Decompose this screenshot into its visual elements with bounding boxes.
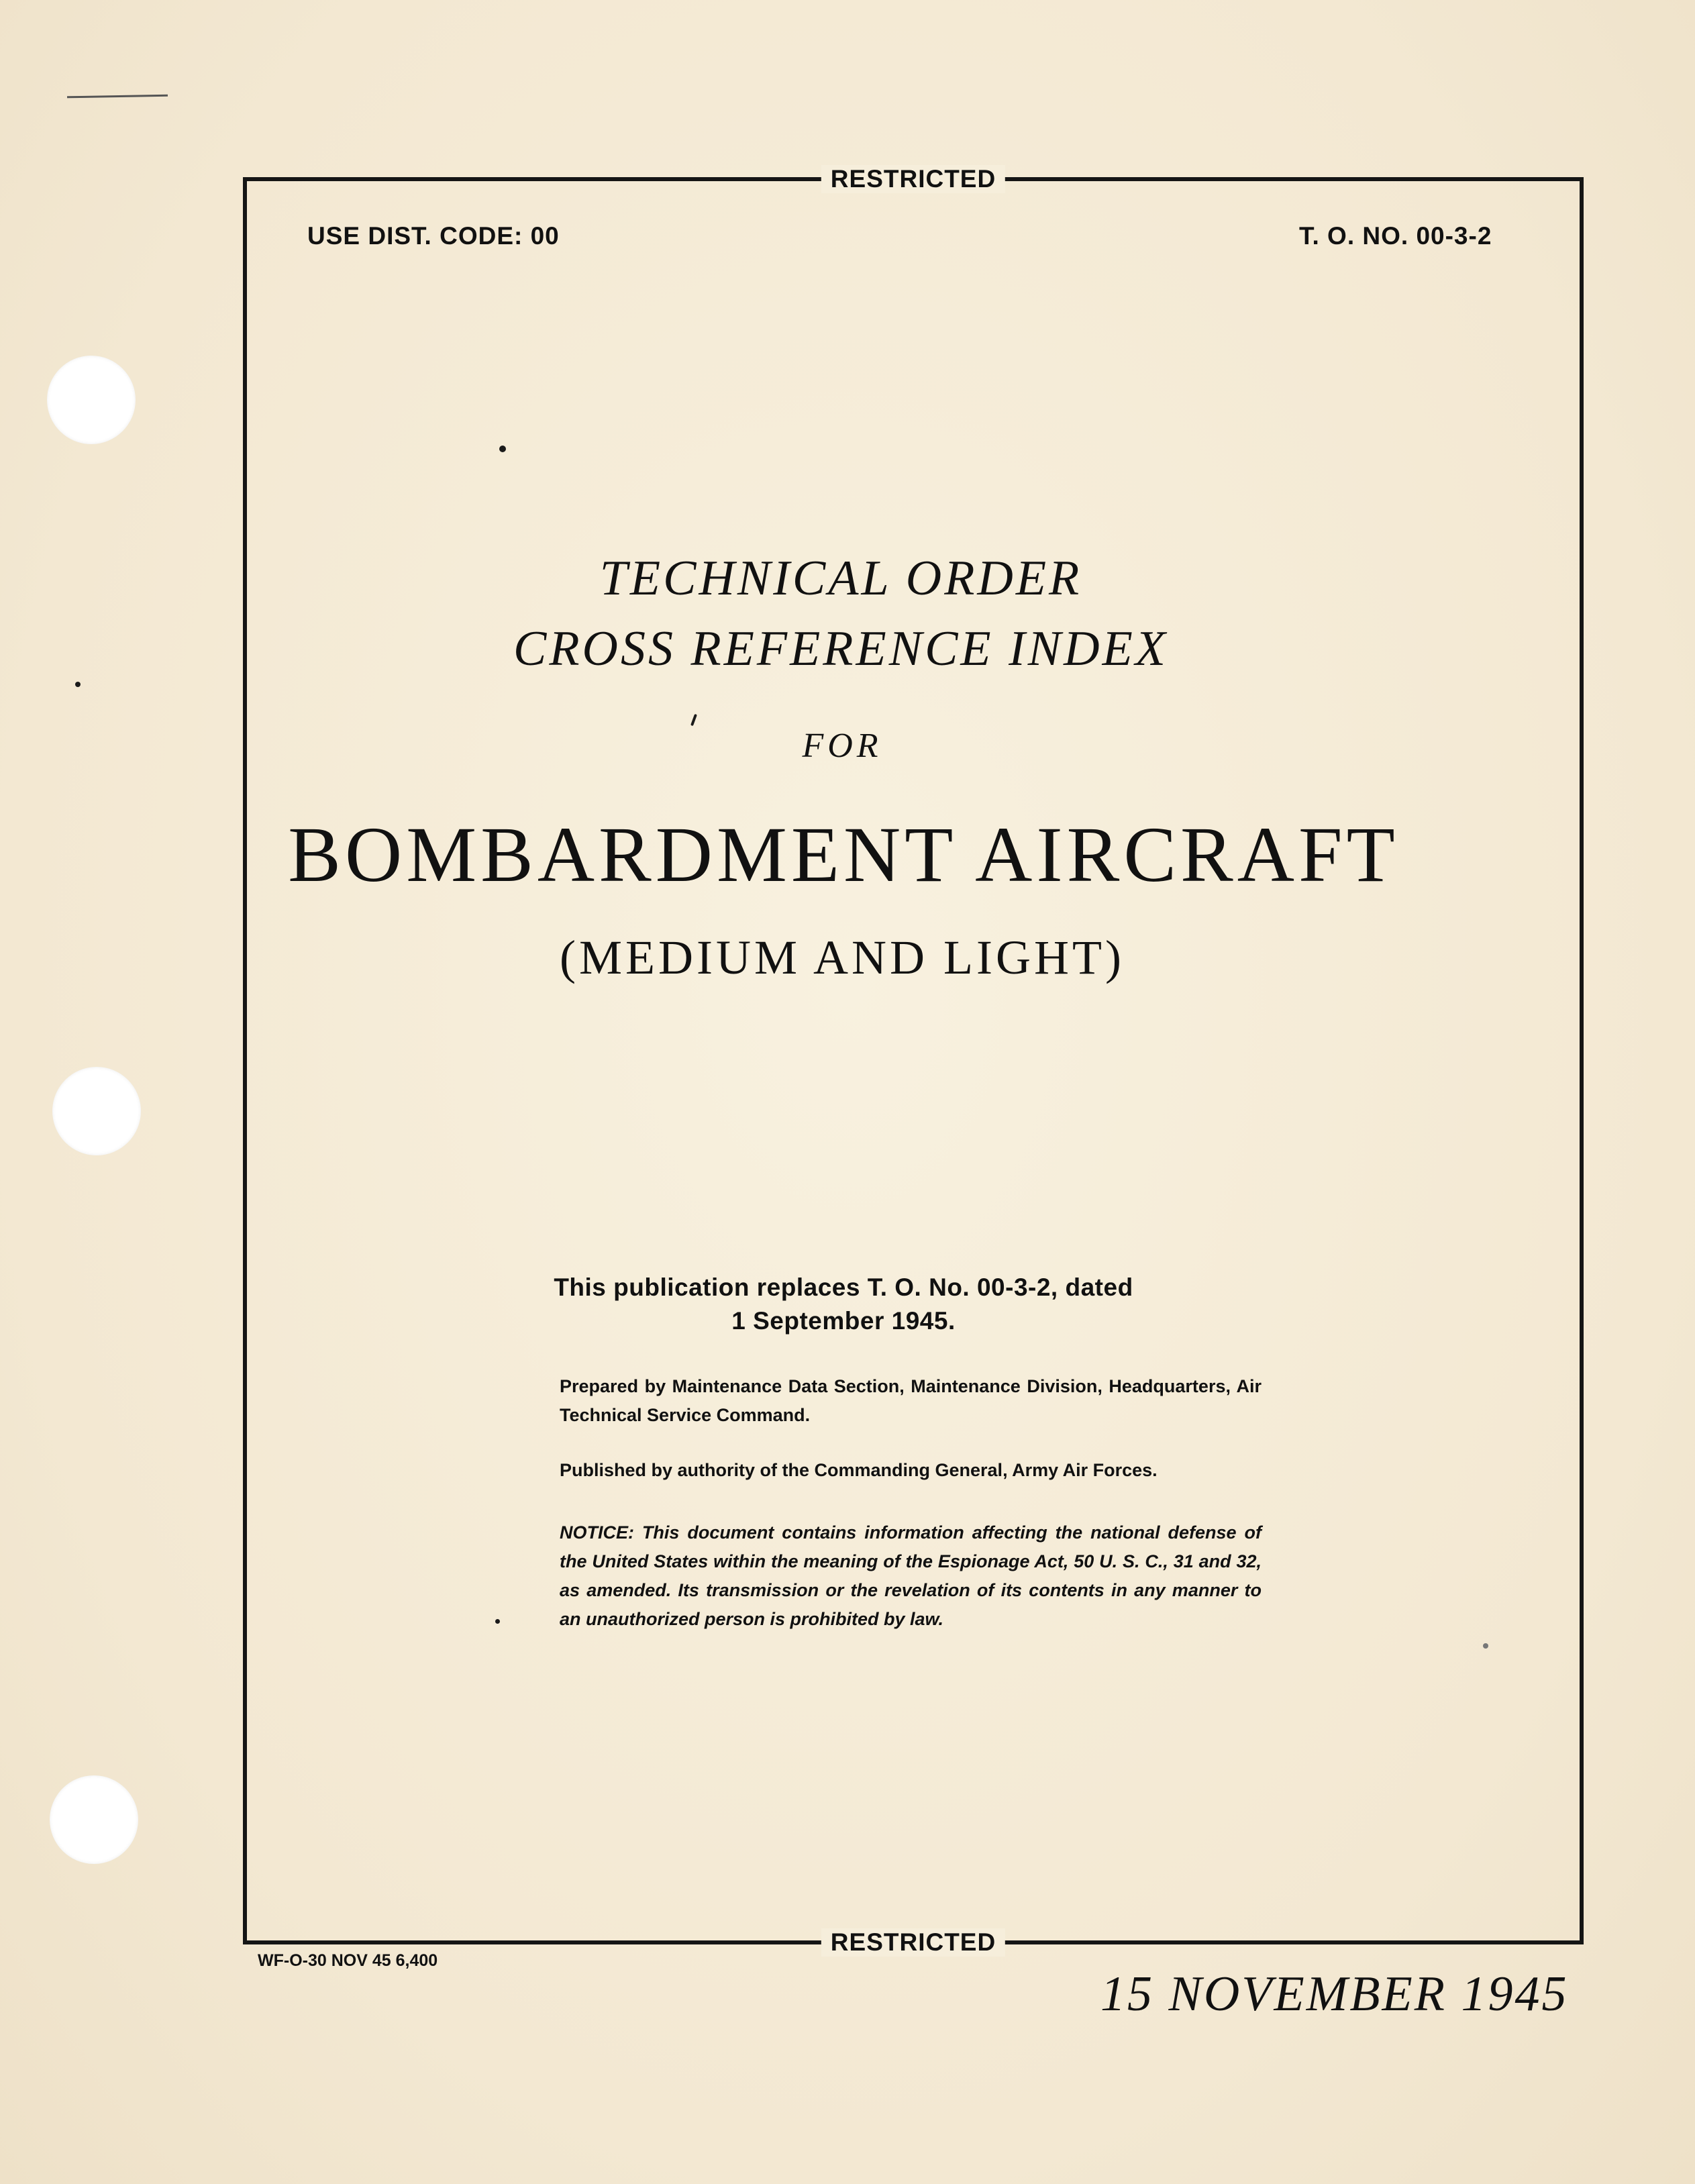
replaces-line-1: This publication replaces T. O. No. 00-3-2, dated <box>554 1273 1133 1301</box>
pencil-mark <box>67 95 168 99</box>
punch-hole-top <box>47 356 136 444</box>
publication-date: 15 NOVEMBER 1945 <box>1100 1967 1569 2022</box>
punch-hole-middle <box>52 1067 141 1155</box>
restricted-bottom-label: RESTRICTED <box>821 1928 1005 1957</box>
main-title: BOMBARDMENT AIRCRAFT <box>288 811 1399 898</box>
punch-hole-bottom <box>50 1775 138 1864</box>
espionage-notice: NOTICE: This document contains information affecting the national defense of the United States within the meaning of the Espionage Act, 50 U. S. C., 31 and 32, as amended. Its transmission or the revelation of its contents in any manner to an unauthorized person is prohibited by law. <box>560 1522 1262 1629</box>
replaces-line-2: 1 September 1945. <box>731 1307 956 1335</box>
title-line-1: TECHNICAL ORDER <box>599 551 1082 606</box>
subtitle: (MEDIUM AND LIGHT) <box>560 931 1125 984</box>
title-for: FOR <box>802 727 882 765</box>
distribution-code: USE DIST. CODE: 00 <box>307 222 560 250</box>
published-by-text: Published by authority of the Commanding General, Army Air Forces. <box>560 1460 1158 1480</box>
document-frame <box>243 165 1584 1956</box>
prepared-by-text: Prepared by Maintenance Data Section, Maintenance Division, Headquarters, Air Technical Service Command. <box>560 1376 1262 1425</box>
title-line-2: CROSS REFERENCE INDEX <box>513 621 1168 676</box>
print-code: WF-O-30 NOV 45 6,400 <box>258 1951 438 1970</box>
speck <box>75 682 81 687</box>
restricted-top-label: RESTRICTED <box>821 165 1005 193</box>
technical-order-number: T. O. NO. 00-3-2 <box>1299 222 1492 250</box>
